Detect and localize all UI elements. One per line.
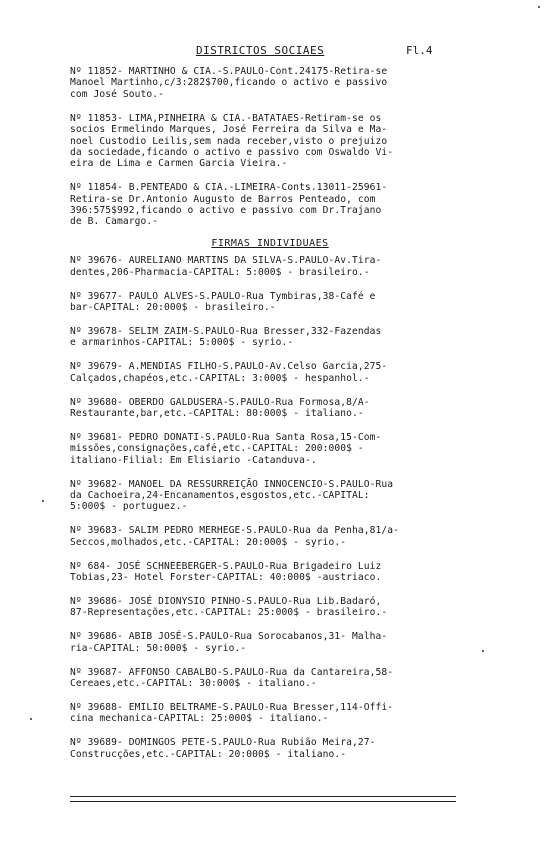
entry-39683: Nº 39683- SALIM PEDRO MERHEGE-S.PAULO-Rua da Penha,81/a- Seccos,molhados,etc.-CAPITAL: 20:000$ - syrio.-	[70, 525, 400, 548]
bottom-rule-1	[70, 796, 456, 797]
entry-39681: Nº 39681- PEDRO DONATI-S.PAULO-Rua Santa Rosa,15-Com- missões,consignações,café,etc.-CAPITAL: 200:000$ - italiano-Filial: Em Elisiario -Catanduva-.	[70, 431, 382, 466]
entry-39682: Nº 39682- MANOEL DA RESSURREIÇÃO INNOCENCIO-S.PAULO-Rua da Cachoeira,24-Encanamentos,esgostos,etc.-CAPITAL: 5:000$ - portuguez.-	[70, 478, 394, 513]
entry-11853: Nº 11853- LIMA,PINHEIRA & CIA.-BATATAES-Retiram-se os socios Ermelindo Marques, José Ferreira da Silva e Ma- noel Custodio Leilis,sem nada receber,visto o prejuizo da sociedade,ficando o activo e passivo com Oswaldo Vi- eira de Lima e Carmen Garcia Vieira.-	[70, 112, 394, 170]
scan-speck	[42, 500, 44, 502]
entry-39677: Nº 39677- PAULO ALVES-S.PAULO-Rua Tymbiras,38-Café e bar-CAPITAL: 20:000$ - brasileiro.-	[70, 290, 376, 314]
entry-39676: Nº 39676- AURELIANO MARTINS DA SILVA-S.PAULO-Av.Tira- dentes,206-Pharmacia-CAPITAL: 5:000$ - brasileiro.-	[70, 255, 382, 278]
scan-speck	[538, 6, 540, 8]
entry-39678: Nº 39678- SELIM ZAIM-S.PAULO-Rua Bresser,332-Fazendas e armarinhos-CAPITAL: 5:000$ - syrio.-	[70, 326, 382, 349]
entry-684: Nº 684- JOSÉ SCHNEEBERGER-S.PAULO-Rua Brigadeiro Luiz Tobias,23- Hotel Forster-CAPITAL: 40:000$ -austriaco.	[70, 560, 382, 584]
scan-speck	[30, 718, 32, 720]
entry-39689: Nº 39689- DOMINGOS PETE-S.PAULO-Rua Rubião Meira,27- Construcções,etc.-CAPITAL: 20:000$ - italiano.-	[70, 737, 376, 760]
entries-container	[70, 66, 470, 773]
entry-39686-b: Nº 39686- ABIB JOSÉ-S.PAULO-Rua Sorocabanos,31- Malha- ria-CAPITAL: 50:000$ - syrio.-	[70, 631, 388, 654]
entry-39679: Nº 39679- A.MENDIAS FILHO-S.PAULO-Av.Celso Garcia,275- Calçados,chapéos,etc.-CAPITAL: 3:000$ - hespanhol.-	[70, 361, 388, 384]
entry-39680: Nº 39680- OBERDO GALDUSERA-S.PAULO-Rua Formosa,8/A- Restaurante,bar,etc.-CAPITAL: 80:000$ - italiano.-	[70, 396, 370, 420]
entry-11854: Nº 11854- B.PENTEADO & CIA.-LIMEIRA-Conts.13011-25961- Retira-se Dr.Antonio Augusto de Barros Penteado, com 396:575$992,ficando o activo e passivo com Dr.Trajano de B. Camargo.-	[70, 182, 388, 228]
entry-39687: Nº 39687- AFFONSO CABALBO-S.PAULO-Rua da Cantareira,58- Cereaes,etc.-CAPITAL: 30:000$ - italiano.-	[70, 666, 394, 690]
entry-39686-a: Nº 39686- JOSÉ DIONYSIO PINHO-S.PAULO-Rua Lib.Badaró, 87-Representações,etc.-CAPITAL: 25:000$ - brasileiro.-	[70, 596, 388, 619]
page-title: DISTRICTOS SOCIAES	[196, 44, 325, 57]
entry-11852: Nº 11852- MARTINHO & CIA.-S.PAULO-Cont.24175-Retira-se Manoel Martinho,c/3:282$700,ficando o activo e passivo com José Souto.-	[70, 66, 388, 100]
folio-number: Fl.4	[406, 44, 433, 57]
bottom-rule-2	[70, 801, 456, 802]
entry-39688: Nº 39688- EMILIO BELTRAME-S.PAULO-Rua Bresser,114-Offi- cina mechanica-CAPITAL: 25:000$ - italiano.-	[70, 701, 394, 725]
section-title-firmas: FIRMAS INDIVIDUAES	[211, 238, 329, 250]
scan-speck	[482, 650, 484, 652]
